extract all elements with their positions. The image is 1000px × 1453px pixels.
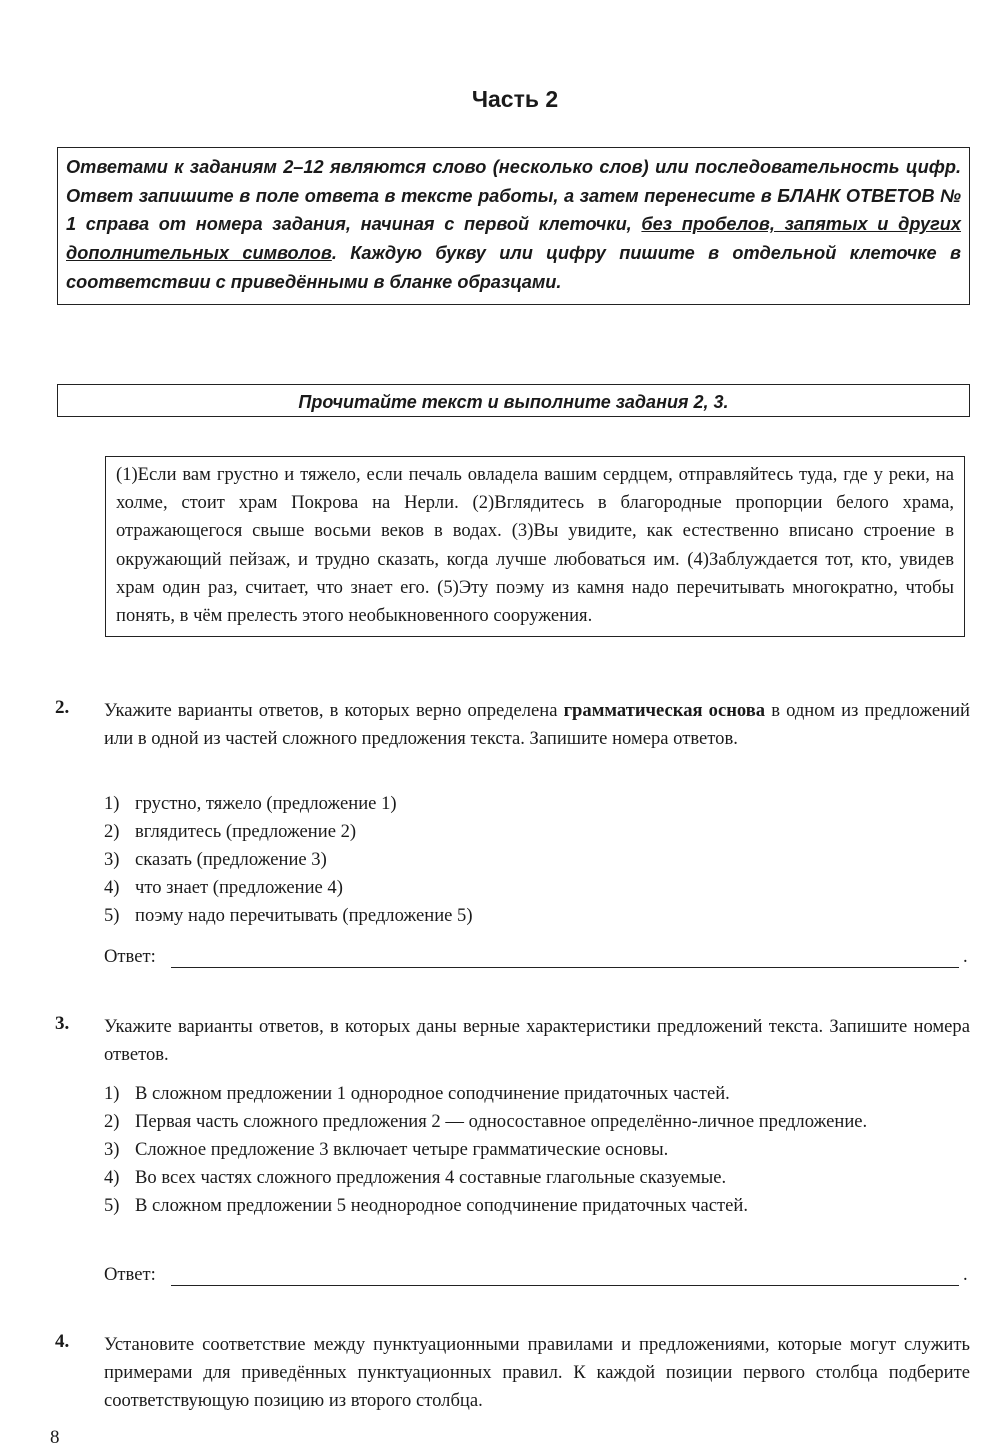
option-number: 3) <box>104 849 120 870</box>
option-text: вглядитесь (предложение 2) <box>135 821 357 842</box>
answer-end-dot: . <box>963 1264 968 1285</box>
task-question <box>104 697 970 753</box>
option <box>104 1164 970 1192</box>
task-3-options <box>104 1080 970 1220</box>
option-number: 5) <box>104 905 120 926</box>
option-text: Сложное предложение 3 включает четыре грамматические основы. <box>135 1139 669 1160</box>
task-2-options <box>104 790 970 930</box>
option-number: 5) <box>104 1195 120 1216</box>
option <box>104 1192 970 1220</box>
reading-text-box <box>105 456 965 637</box>
option <box>104 874 970 902</box>
task-number: 4. <box>55 1331 70 1352</box>
option-text: Первая часть сложного предложения 2 — односоставное определённо-личное предложение. <box>135 1111 868 1132</box>
question-text: Укажите варианты ответов, в которых верно определена <box>104 700 564 721</box>
instructions-text: Ответами к заданиям 2–12 являются слово (несколько слов) или последовательность цифр. Ответ запишите в поле ответа в тексте работы, а затем перенесите в БЛАНК ОТВЕТОВ № 1 справа от номера задания, начиная с первой клеточки, <box>66 157 961 235</box>
option-number: 3) <box>104 1139 120 1160</box>
option <box>104 1136 970 1164</box>
option-text: В сложном предложении 1 однородное соподчинение придаточных частей. <box>135 1083 730 1104</box>
option <box>104 902 970 930</box>
option-text: грустно, тяжело (предложение 1) <box>135 793 397 814</box>
answer-label: Ответ: <box>104 1264 156 1285</box>
option-text: поэму надо перечитывать (предложение 5) <box>135 905 473 926</box>
question-text-end: в одном из предложений или в одной из частей сложного предложения текста. Запишите номера ответов. <box>104 700 970 749</box>
task-number: 3. <box>55 1013 70 1034</box>
option-number: 4) <box>104 1167 120 1188</box>
option-text: сказать (предложение 3) <box>135 849 327 870</box>
part-title: Часть 2 <box>471 86 559 112</box>
option-number: 2) <box>104 1111 120 1132</box>
option-number: 1) <box>104 1083 120 1104</box>
option-text: В сложном предложении 5 неоднородное соподчинение придаточных частей. <box>135 1195 748 1216</box>
instructions-box <box>57 147 970 305</box>
option <box>104 1080 970 1108</box>
read-instruction: Прочитайте текст и выполните задания 2, 3. <box>298 392 729 412</box>
task-question: Укажите варианты ответов, в которых даны верные характеристики предложений текста. Запишите номера ответов. <box>104 1016 970 1065</box>
page-number: 8 <box>50 1427 60 1448</box>
option-number: 2) <box>104 821 120 842</box>
question-bold-term: грамматическая основа <box>563 700 766 721</box>
option-number: 1) <box>104 793 120 814</box>
option-text: Во всех частях сложного предложения 4 составные глагольные сказуемые. <box>135 1167 727 1188</box>
task-3-answer <box>104 1264 970 1292</box>
option <box>104 846 970 874</box>
task-question: Установите соответствие между пунктуационными правилами и предложениями, которые могут служить примерами для приведённых пунктуационных правил. К каждой позиции первого столбца подберите соответствующую позицию из второго столбца. <box>104 1334 970 1411</box>
instructions-underlined: без пробелов, запятых и других дополнительных символов <box>66 214 962 264</box>
task-2-answer <box>104 946 970 974</box>
task-number: 2. <box>55 697 70 718</box>
answer-label: Ответ: <box>104 946 156 967</box>
option-number: 4) <box>104 877 120 898</box>
reading-text: (1)Если вам грустно и тяжело, если печаль овладела вашим сердцем, отправляйтесь туда, где у реки, на холме, стоит храм Покрова на Нерли. (2)Вглядитесь в благородные пропорции белого храма, отражающегося свыше восьми веков в водах. (3)Вы увидите, как естественно вписано строение в окружающий пейзаж, и трудно сказать, когда лучше любоваться им. (4)Заблуждается тот, кто, увидев храм один раз, считает, что знает его. (5)Эту поэму из камня надо перечитывать многократно, чтобы понять, в чём прелесть этого необыкновенного сооружения. <box>116 464 954 627</box>
instructions-text-end: . Каждую букву или цифру пишите в отдельной клеточке в соответствии с приведёнными в бланке образцами. <box>66 243 961 292</box>
read-instruction-box <box>57 384 970 417</box>
answer-field[interactable] <box>171 967 959 968</box>
answer-end-dot: . <box>963 946 968 967</box>
option <box>104 818 970 846</box>
option <box>104 1108 970 1136</box>
option-text: что знает (предложение 4) <box>135 877 343 898</box>
option <box>104 790 970 818</box>
answer-field[interactable] <box>171 1285 959 1286</box>
